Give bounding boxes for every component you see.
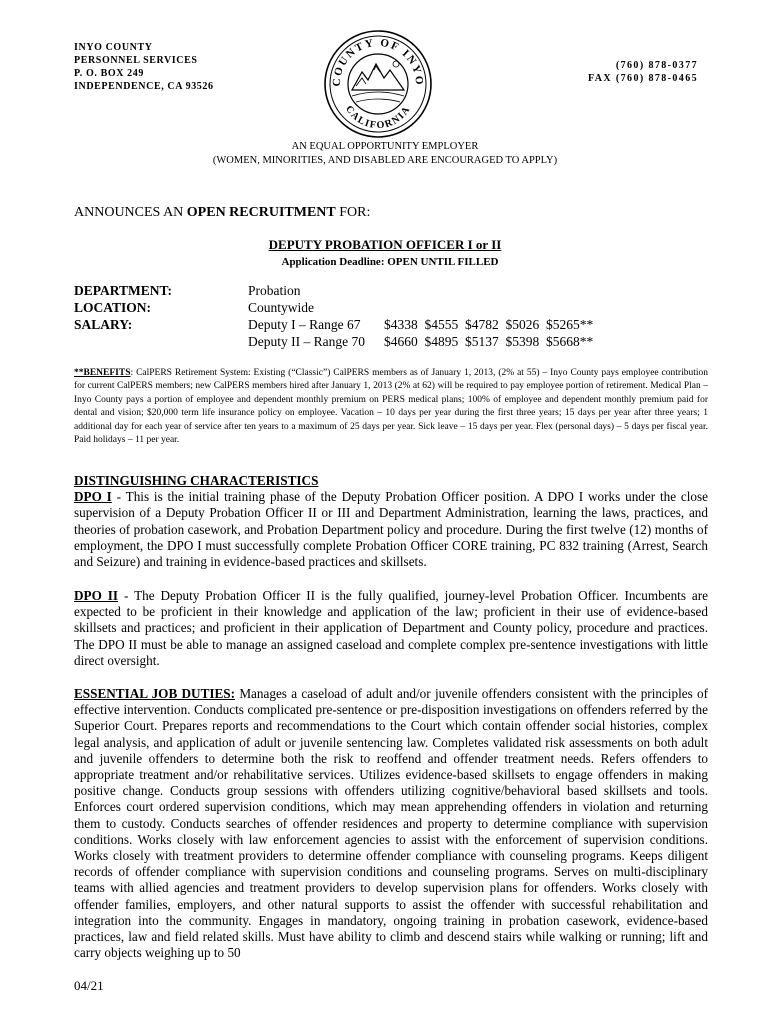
department-value: Probation [248,283,301,298]
eoe-line: AN EQUAL OPPORTUNITY EMPLOYER [291,141,479,152]
salary-amounts: $4660 $4895 $5137 $5398 $5668** [384,334,594,349]
benefits-text: : CalPERS Retirement System: Existing (“Classic”) CalPERS members as of January 1, 2013, (2% at 55) – Inyo County pays employee contribution for current CalPERS members; new CalPERS members hired after January 1, 2013 (2% at 62) will be required to pay employee portion of retirement. Medical Plan – Inyo County pays a portion of employee and dependent monthly premium on PERS medical plans; 100% of employee and dependent monthly premium paid for dental and vision; $20,000 term life insurance policy on employee. Vacation – 10 days per year during the first three years; 15 days per year after three years; 1 additional day for each year of service after ten years to a maximum of 25 days per year. Sick leave – 15 days per year. Flex (personal days) – 5 days per fiscal year. Paid holidays – 11 per year. [74,368,708,446]
essential-duties-paragraph [74,686,708,961]
org-line: PERSONNEL SERVICES [74,55,198,66]
dpo1-text: - This is the initial training phase of the Deputy Probation Officer position. A DPO I works under the close supervision of a Deputy Probation Officer II or III and Department Administration, learning the laws, practices, and theories of probation casework, and Probation Department policy and procedure. During the first twelve (12) months of employment, the DPO I must successfully complete Probation Officer CORE training, PC 832 training (Arrest, Search and Seizure) and training in evidence-based practices and skillsets. [74,489,709,570]
salary-range-label: Deputy II – Range 70 [248,334,365,349]
dpo2-text: - The Deputy Probation Officer II is the fully qualified, journey-level Probation Officer. Incumbents are expected to be proficient in their knowledge and application of the law; proficient in their use of evidence-based skillsets and practices; and proficient in their application of Department and County policy, procedure and practices. The DPO II must be able to manage an assigned caseload and complete complex pre-sentence investigations with little direct oversight. [74,588,708,668]
application-deadline: Application Deadline: OPEN UNTIL FILLED [281,256,499,268]
eoe-statement [0,140,770,168]
org-address [74,41,214,93]
dpo2-paragraph [74,588,708,669]
svg-text:COUNTY OF INYO [331,37,425,87]
announce-suffix: FOR: [335,205,371,220]
dpo1-label: DPO I [74,489,112,505]
benefits-label: **BENEFITS [74,368,131,378]
eoe-line: (WOMEN, MINORITIES, AND DISABLED ARE ENCOURAGED TO APPLY) [212,155,558,166]
dpo2-label: DPO II [74,588,119,603]
contact-info [588,59,698,85]
dpo1-paragraph [74,489,708,570]
org-line: INYO COUNTY [74,42,153,53]
distinguishing-section [74,473,708,570]
duties-heading: ESSENTIAL JOB DUTIES: [74,686,236,701]
seal-text-bottom: CALIFORNIA [343,103,413,132]
department-label: DEPARTMENT: [74,283,173,298]
duties-text: Manages a caseload of adult and/or juvenile offenders consistent with the principles of effective intervention. Conducts complicated pre-sentence or pre-disposition investigations on offenders referred by the Superior Court. Prepares reports and recommendations to the Court which contain offender social histories, complex legal analysis, and application of adult or juvenile sentencing law. Completes validated risk assessments on both adult and juvenile offenders to determine both the risk to reoffend and offender treatment needs. Refers offenders to appropriate treatment and/or rehabilitative services. Utilizes evidence-based skillsets to engage offenders in making positive change. Conducts group sessions with offenders utilizing cognitive/behavioral based skillsets and tools. Enforces court ordered supervision conditions, which may mean apprehending offenders in violation and returning them to custody. Conducts searches of offender residences and property to determine compliance with supervision conditions. Works closely with law enforcement agencies to assist with the enforcement of supervision conditions. Works closely with treatment providers to determine offender compliance with counseling programs. Keeps diligent records of offender compliance with supervision conditions and counseling programs. Serves on multi-disciplinary teams with allied agencies and treatment providers to develop supervision plans for offenders. Works closely with offender families, employers, and other natural supports to assist the offender with successful rehabilitation and integration into the community. Engages in mandatory, ongoing training in probation casework, evidence-based practices, law and field related skills. Must have ability to climb and descend stairs while walking or running; lift and carry objects weighing up to 50 [74,686,708,961]
fax-number: FAX (760) 878-0465 [588,73,698,84]
job-title: DEPUTY PROBATION OFFICER I or II [268,237,502,252]
salary-amounts: $4338 $4555 $4782 $5026 $5265** [384,317,594,332]
svg-text:CALIFORNIA [343,104,413,131]
benefits-paragraph [74,367,708,447]
location-value: Countywide [248,300,314,315]
announcement-line [74,204,370,221]
seal-text-top: COUNTY OF INYO [330,36,426,87]
org-line: P. O. BOX 249 [74,68,144,79]
county-seal-icon [322,28,434,140]
salary-range-label: Deputy I – Range 67 [248,317,361,332]
announce-prefix: ANNOUNCES AN [74,205,187,220]
salary-label: SALARY: [74,317,133,332]
section-heading: DISTINGUISHING CHARACTERISTICS [74,473,319,488]
announce-bold: OPEN RECRUITMENT [186,205,336,220]
revision-date: 04/21 [74,978,104,993]
org-line: INDEPENDENCE, CA 93526 [74,81,214,92]
location-label: LOCATION: [74,300,152,315]
phone-number: (760) 878-0377 [615,60,698,71]
